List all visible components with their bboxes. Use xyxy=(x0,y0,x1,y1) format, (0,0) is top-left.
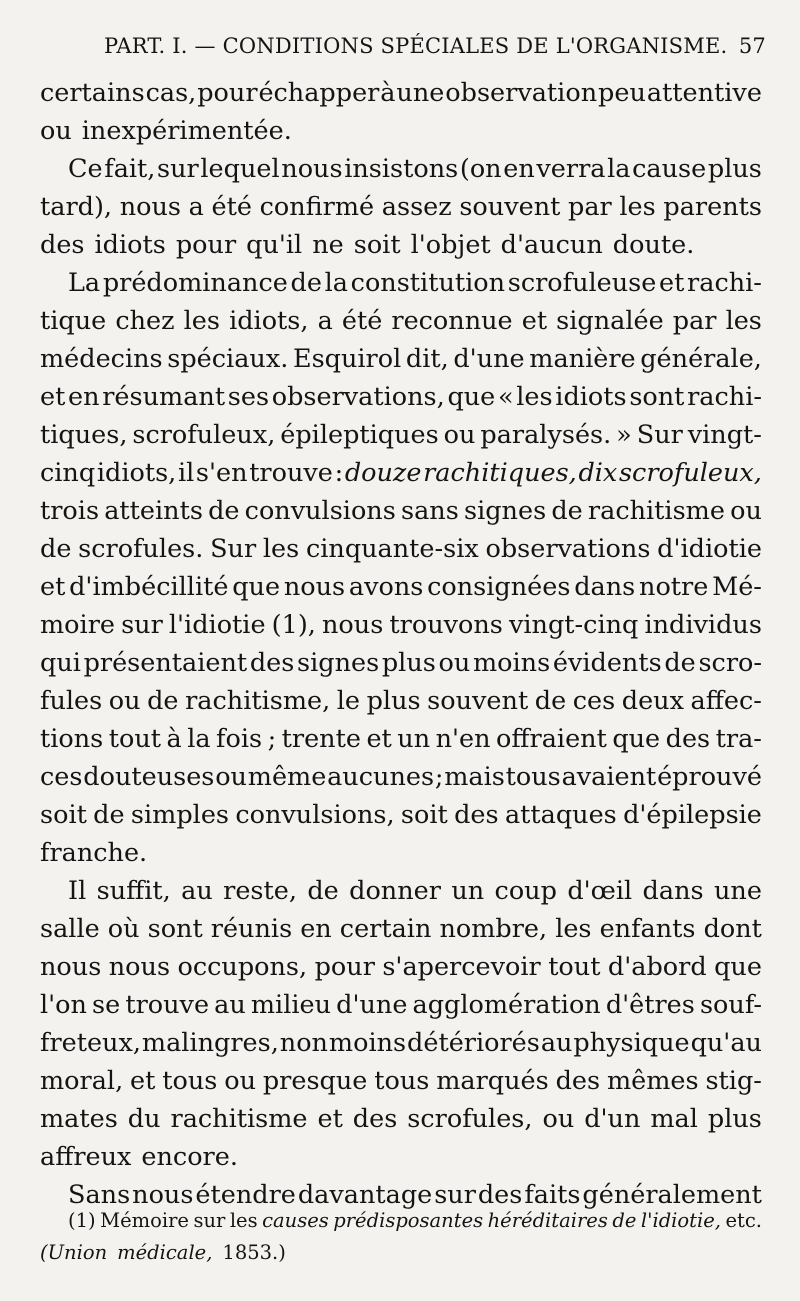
text-line: moral, et tous ou presque tous marqués des mêmes stig- xyxy=(40,1066,762,1096)
text-line: et d'imbécillité que nous avons consignées dans notre Mé- xyxy=(40,572,762,602)
text-line: Sans nous étendre davantage sur des faits généralement xyxy=(68,1180,762,1210)
text-line: tiques, scrofuleux, épileptiques ou paralysés. » Sur vingt- xyxy=(40,420,762,450)
footnote-line: (1) Mémoire sur les causes prédisposantes héréditaires de l'idiotie, etc. xyxy=(68,1209,762,1232)
text-line: trois atteints de convulsions sans signes de rachitisme ou xyxy=(40,496,762,526)
running-title: PART. I. — CONDITIONS SPÉCIALES DE L'ORGANISME. xyxy=(104,34,728,58)
text-line: tions tout à la fois ; trente et un n'en offraient que des tra- xyxy=(40,724,762,754)
footnote xyxy=(40,1205,762,1269)
text-line: médecins spéciaux. Esquirol dit, d'une manière générale, xyxy=(40,344,762,374)
text-line: l'on se trouve au milieu d'une agglomération d'êtres souf- xyxy=(40,990,762,1020)
text-line: nous nous occupons, pour s'apercevoir tout d'abord que xyxy=(40,952,762,982)
text-line: Il suffit, au reste, de donner un coup d'œil dans une xyxy=(68,876,762,906)
text-line: La prédominance de la constitution scrofuleuse et rachi- xyxy=(68,268,762,298)
footnote-line: (Union médicale, 1853.) xyxy=(40,1241,286,1264)
text-line: mates du rachitisme et des scrofules, ou d'un mal plus xyxy=(40,1104,762,1134)
text-line: qui présentaient des signes plus ou moins évidents de scro- xyxy=(40,648,762,678)
text-line: certains cas, pour échapper à une observation peu attentive xyxy=(40,78,762,108)
text-line: ces douteuses ou même aucunes ; mais tous avaient éprouvé xyxy=(40,762,762,792)
body-text xyxy=(40,74,762,1214)
running-header xyxy=(88,34,766,62)
text-line: soit de simples convulsions, soit des attaques d'épilepsie xyxy=(40,800,762,830)
text-line: freteux, malingres, non moins détériorés au physique qu'au xyxy=(40,1028,762,1058)
text-line: Ce fait, sur lequel nous insistons (on en verra la cause plus xyxy=(68,154,762,184)
text-line: de scrofules. Sur les cinquante-six observations d'idiotie xyxy=(40,534,762,564)
text-line: tique chez les idiots, a été reconnue et signalée par les xyxy=(40,306,762,336)
page-number: 57 xyxy=(738,34,766,58)
text-line: cinq idiots, il s'en trouve : douze rachitiques, dix scrofuleux, xyxy=(40,458,762,488)
text-line: des idiots pour qu'il ne soit l'objet d'aucun doute. xyxy=(40,230,695,260)
text-line: franche. xyxy=(40,838,148,868)
text-line: et en résumant ses observations, que « les idiots sont rachi- xyxy=(40,382,762,412)
text-line: salle où sont réunis en certain nombre, les enfants dont xyxy=(40,914,762,944)
text-line: moire sur l'idiotie (1), nous trouvons vingt-cinq individus xyxy=(40,610,762,640)
text-line: ou inexpérimentée. xyxy=(40,116,292,146)
text-line: affreux encore. xyxy=(40,1142,238,1172)
text-line: fules ou de rachitisme, le plus souvent de ces deux affec- xyxy=(40,686,762,716)
text-line: tard), nous a été confirmé assez souvent par les parents xyxy=(40,192,762,222)
